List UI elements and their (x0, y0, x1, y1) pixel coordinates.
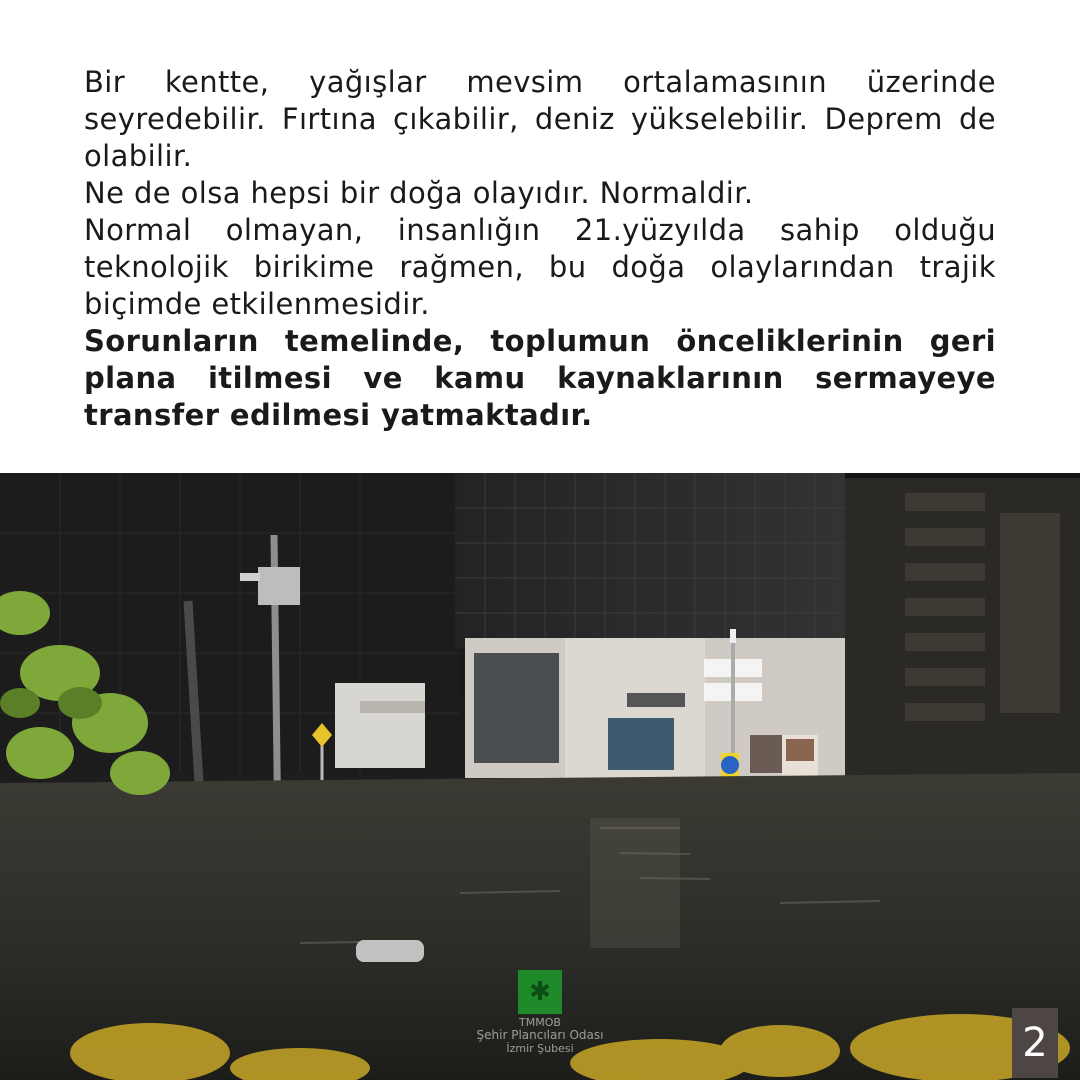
logo-org-name: TMMOB (519, 1016, 561, 1029)
chamber-logo (440, 970, 640, 1055)
paragraph-1: Bir kentte, yağışlar mevsim ortalamasının üzerinde seyredebilir. Fırtına çıkabilir, deniz yükselebilir. Deprem de olabilir. (84, 65, 996, 173)
paragraph-4-emphasis: Sorunların temelinde, toplumun önceliklerinin geri plana itilmesi ve kamu kaynaklarının sermayeye transfer edilmesi yatmaktadır. (84, 324, 996, 432)
paragraph-2: Ne de olsa hepsi bir doğa olayıdır. Normaldir. (84, 176, 754, 210)
chamber-emblem-icon: ✱ (518, 970, 562, 1014)
page-number-badge: 2 (1012, 1008, 1058, 1078)
logo-branch-name: İzmir Şubesi (506, 1042, 574, 1055)
paragraph-3: Normal olmayan, insanlığın 21.yüzyılda sahip olduğu teknolojik birikime rağmen, bu doğa olaylarından trajik biçimde etkilenmesidir. (84, 213, 996, 321)
logo-chamber-name: Şehir Plancıları Odası (476, 1028, 604, 1042)
body-text (84, 64, 996, 434)
